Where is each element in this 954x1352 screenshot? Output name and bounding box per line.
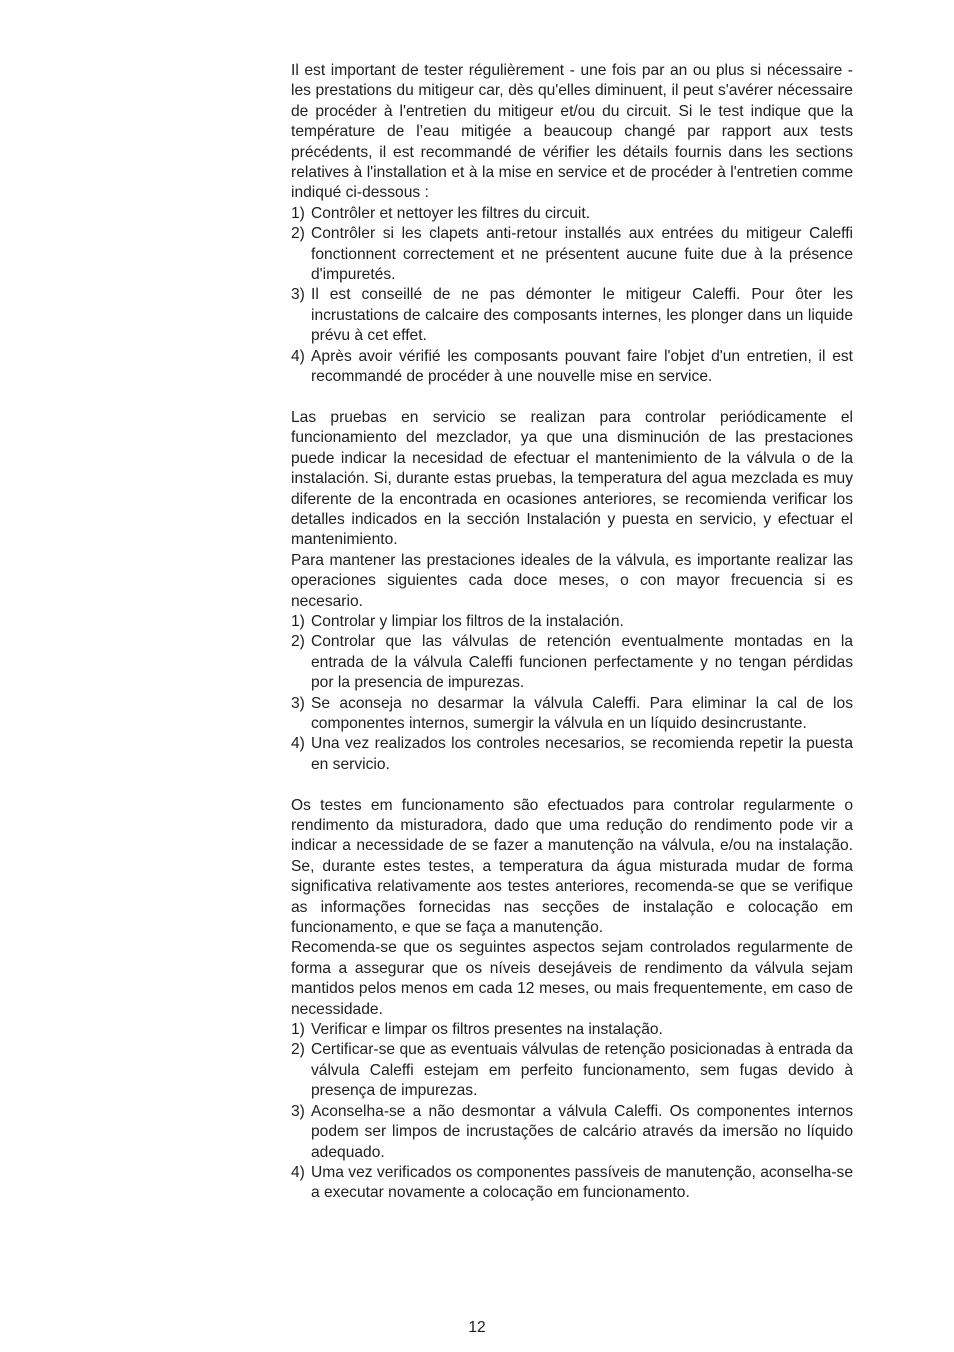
item-number: 3): [291, 1102, 305, 1120]
list-item: [291, 1102, 853, 1163]
item-number: 4): [291, 1163, 305, 1181]
item-number: 4): [291, 735, 305, 753]
item-number: 1): [291, 612, 305, 630]
item-text: Se aconseja no desarmar la válvula Caleffi. Para eliminar la cal de los componentes internos, sumergir la válvula en un líquido desincrustante.: [311, 694, 853, 732]
item-text: Contrôler si les clapets anti-retour installés aux entrées du mitigeur Caleffi fonctionnent correctement et ne présentent aucune fuite due à la présence d'impuretés.: [311, 225, 853, 284]
section-french: [291, 61, 853, 388]
list-item: [291, 1020, 853, 1040]
item-text: Uma vez verificados os componentes passíveis de manutenção, aconselha-se a executar novamente a colocação em funcionamento.: [311, 1163, 853, 1202]
list-item: [291, 1163, 853, 1204]
section-spanish: [291, 408, 853, 775]
item-text: Il est conseillé de ne pas démonter le mitigeur Caleffi. Pour ôter les incrustations de calcaire des composants internes, les plonger dans un liquide prévu à cet effet.: [311, 286, 853, 345]
item-text: Contrôler et nettoyer les filtres du circuit.: [311, 204, 591, 222]
item-number: 3): [291, 694, 305, 712]
page-number: 12: [468, 1319, 486, 1336]
item-text: Aconselha-se a não desmontar a válvula Caleffi. Os componentes internos podem ser limpos de incrustações de calcário através da imersão no líquido adequado.: [311, 1102, 853, 1161]
list-item: [291, 632, 853, 693]
list-item: [291, 224, 853, 285]
list-item: [291, 347, 853, 388]
item-text: Controlar y limpiar los filtros de la instalación.: [311, 612, 624, 630]
list-item: [291, 694, 853, 735]
item-number: 4): [291, 347, 305, 365]
item-number: 3): [291, 286, 305, 304]
paragraph: Il est important de tester régulièrement - une fois par an ou plus si nécessaire - les prestations du mitigeur car, dès qu'elles diminuent, il peut s'avérer nécessaire de procéder à l'entretien du mitigeur et/ou du circuit. Si le test indique que la température de l’eau mitigée a beaucoup changé par rapport aux tests précédents, il est recommandé de vérifier les détails fournis dans les sections relatives à l'installation et à la mise en service et de procéder à l'entretien comme indiqué ci-dessous :: [291, 62, 853, 202]
item-text: Verificar e limpar os filtros presentes na instalação.: [311, 1021, 663, 1039]
numbered-list: [291, 204, 853, 388]
list-item: [291, 612, 853, 632]
item-number: 2): [291, 1041, 305, 1059]
list-item: [291, 204, 853, 224]
paragraph: Recomenda-se que os seguintes aspectos sejam controlados regularmente de forma a assegurar que os níveis desejáveis de rendimento da válvula sejam mantidos pelos menos em cada 12 meses, ou mais frequentemente, em caso de necessidade.: [291, 939, 853, 1018]
item-number: 1): [291, 1021, 305, 1039]
item-number: 2): [291, 633, 305, 651]
numbered-list: [291, 1020, 853, 1204]
item-number: 2): [291, 225, 305, 243]
list-item: [291, 1040, 853, 1101]
list-item: [291, 285, 853, 346]
item-text: Una vez realizados los controles necesarios, se recomienda repetir la puesta en servicio.: [311, 735, 853, 773]
list-item: [291, 734, 853, 775]
item-text: Controlar que las válvulas de retención eventualmente montadas en la entrada de la válvula Caleffi funcionen perfectamente y no tengan pérdidas por la presencia de impurezas.: [311, 633, 853, 692]
text-column: [291, 61, 853, 1204]
item-text: Certificar-se que as eventuais válvulas de retenção posicionadas à entrada da válvula Caleffi estejam em perfeito funcionamento, sem fugas devido à presença de impurezas.: [311, 1041, 853, 1100]
paragraph: Os testes em funcionamento são efectuados para controlar regularmente o rendimento da misturadora, dado que uma redução do rendimento pode vir a indicar a necessidade de se fazer a manutenção na válvula, e/ou na instalação. Se, durante estes testes, a temperatura da água misturada mudar de forma significativa relativamente aos testes anteriores, recomenda-se que se verifique as informações fornecidas nas secções de instalação e colocação em funcionamento, e que se faça a manutenção.: [291, 796, 853, 937]
numbered-list: [291, 612, 853, 775]
item-number: 1): [291, 204, 305, 222]
paragraph: Para mantener las prestaciones ideales de la válvula, es importante realizar las operaciones siguientes cada doce meses, o con mayor frecuencia si es necesario.: [291, 551, 853, 610]
section-portuguese: [291, 796, 853, 1204]
paragraph: Las pruebas en servicio se realizan para controlar periódicamente el funcionamiento del mezclador, ya que una disminución de las prestaciones puede indicar la necesidad de efectuar el mantenimiento de la válvula o de la instalación. Si, durante estas pruebas, la temperatura del agua mezclada es muy diferente de la encontrada en ocasiones anteriores, se recomienda verificar los detalles indicados en la sección Instalación y puesta en servicio, y efectuar el mantenimiento.: [291, 408, 853, 549]
item-text: Après avoir vérifié les composants pouvant faire l'objet d'un entretien, il est recommandé de procéder à une nouvelle mise en service.: [311, 347, 853, 386]
